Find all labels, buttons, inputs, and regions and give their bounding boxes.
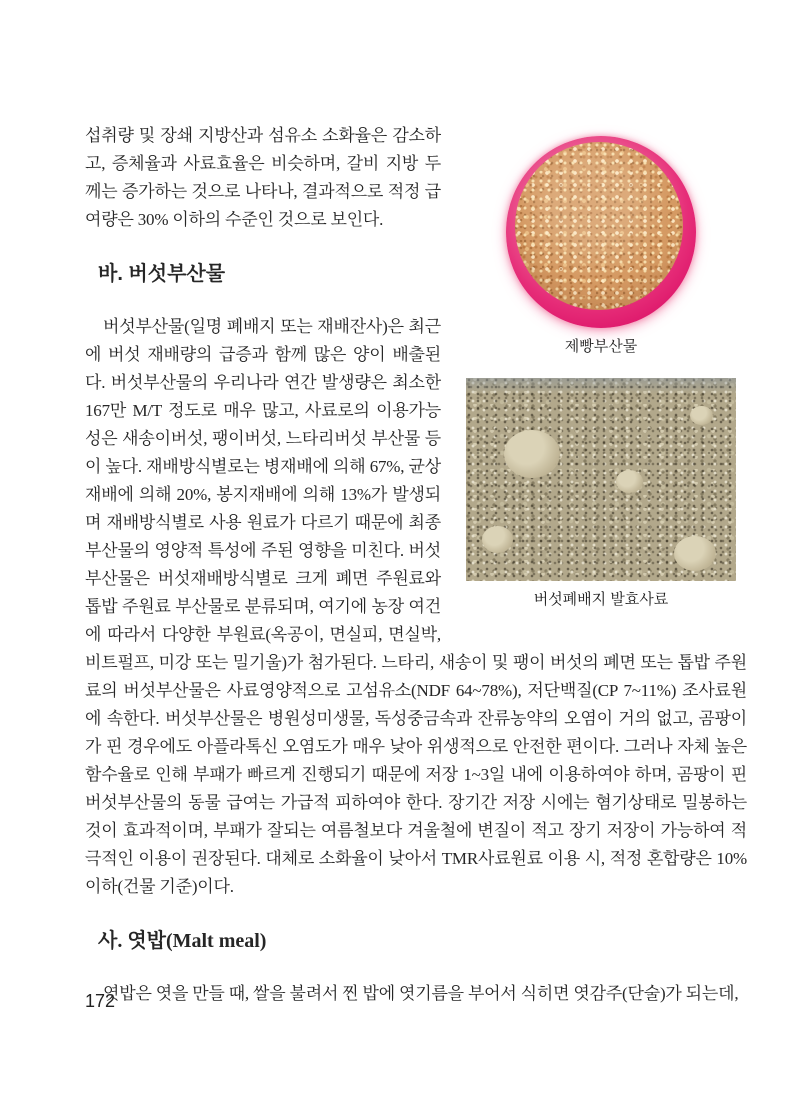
figure-caption-bakery: 제빵부산물 (564, 338, 638, 355)
substrate-lump (482, 526, 513, 553)
fermented-feed-photo (466, 378, 736, 581)
bowl-shading (515, 142, 683, 310)
page-number: 172 (85, 991, 116, 1011)
bakery-byproduct-photo (506, 136, 696, 328)
malt-meal-paragraph: 엿밥은 엿을 만들 때, 쌀을 불려서 찐 밥에 엿기름을 부어서 식히면 엿감주(단술)가 되는데, (103, 984, 739, 1003)
substrate-lump (616, 470, 643, 493)
section-heading-mushroom-byproduct: 바. 버섯부산물 (98, 263, 226, 285)
substrate-lump (674, 536, 716, 571)
figure-bakery-byproduct (455, 136, 747, 357)
figure-column (455, 122, 747, 610)
photo-top-tint (466, 378, 736, 394)
substrate-lump (690, 406, 713, 425)
intro-paragraph: 섭취량 및 장쇄 지방산과 섬유소 소화율은 감소하고, 증체율과 사료효율은 비슷하며, 갈비 지방 두께는 증가하는 것으로 나타나, 결과적으로 적정 급여량은 30% 이하의 수준인 것으로 보인다. (85, 126, 441, 229)
mushroom-byproduct-paragraph: 버섯부산물(일명 폐배지 또는 재배잔사)은 최근에 버섯 재배량의 급증과 함께 많은 양이 배출된다. 버섯부산물의 우리나라 연간 발생량은 최소한 167만 M/T 정도로 매우 많고, 사료로의 이용가능성은 새송이버섯, 팽이버섯, 느타리버섯 부산물 등이 높다. 재배방식별로는 병재배에 의해 67%, 균상재배에 의해 20%, 봉지재배에 의해 13%가 발생되며 재배방식별로 사용 원료가 다르기 때문에 최종 부산물의 영양적 특성에 주된 영향을 미친다. 버섯부산물은 버섯재배방식별로 크게 폐면 주원료와 톱밥 주원료 부산물로 분류되며, 여기에 농장 여건에 따라서 다양한 부원료(옥공이, 면실피, 면실박, 비트펄프, 미강 또는 밀기울)가 첨가된다. 느타리, 새송이 및 팽이 버섯의 폐면 또는 톱밥 주원료의 버섯부산물은 사료영양적으로 고섬유소(NDF 64~78%), 저단백질(CP 7~11%) 조사료원에 속한다. 버섯부산물은 병원성미생물, 독성중금속과 잔류농약의 오염이 거의 없고, 곰팡이가 핀 경우에도 아플라톡신 오염도가 매우 낮아 위생적으로 안전한 편이다. 그러나 자체 높은 함수율로 인해 부패가 빠르게 진행되기 때문에 저장 1~3일 내에 이용하여야 하며, 곰팡이 핀 버섯부산물의 동물 급여는 가급적 피하여야 한다. 장기간 저장 시에는 혐기상태로 밀봉하는 것이 효과적이며, 부패가 잘되는 여름철보다 겨울철에 변질이 적고 장기 저장이 가능하여 적극적인 이용이 권장된다. 대체로 소화율이 낮아서 TMR사료원료 이용 시, 적정 혼합량은 10% 이하(건물 기준)이다. (85, 317, 747, 896)
figure-caption-fermented-feed: 버섯폐배지 발효사료 (533, 591, 669, 608)
section-heading-malt-meal: 사. 엿밥(Malt meal) (98, 930, 267, 952)
page-content (85, 122, 747, 1008)
figure-fermented-feed (455, 378, 747, 610)
substrate-lump (504, 430, 560, 478)
